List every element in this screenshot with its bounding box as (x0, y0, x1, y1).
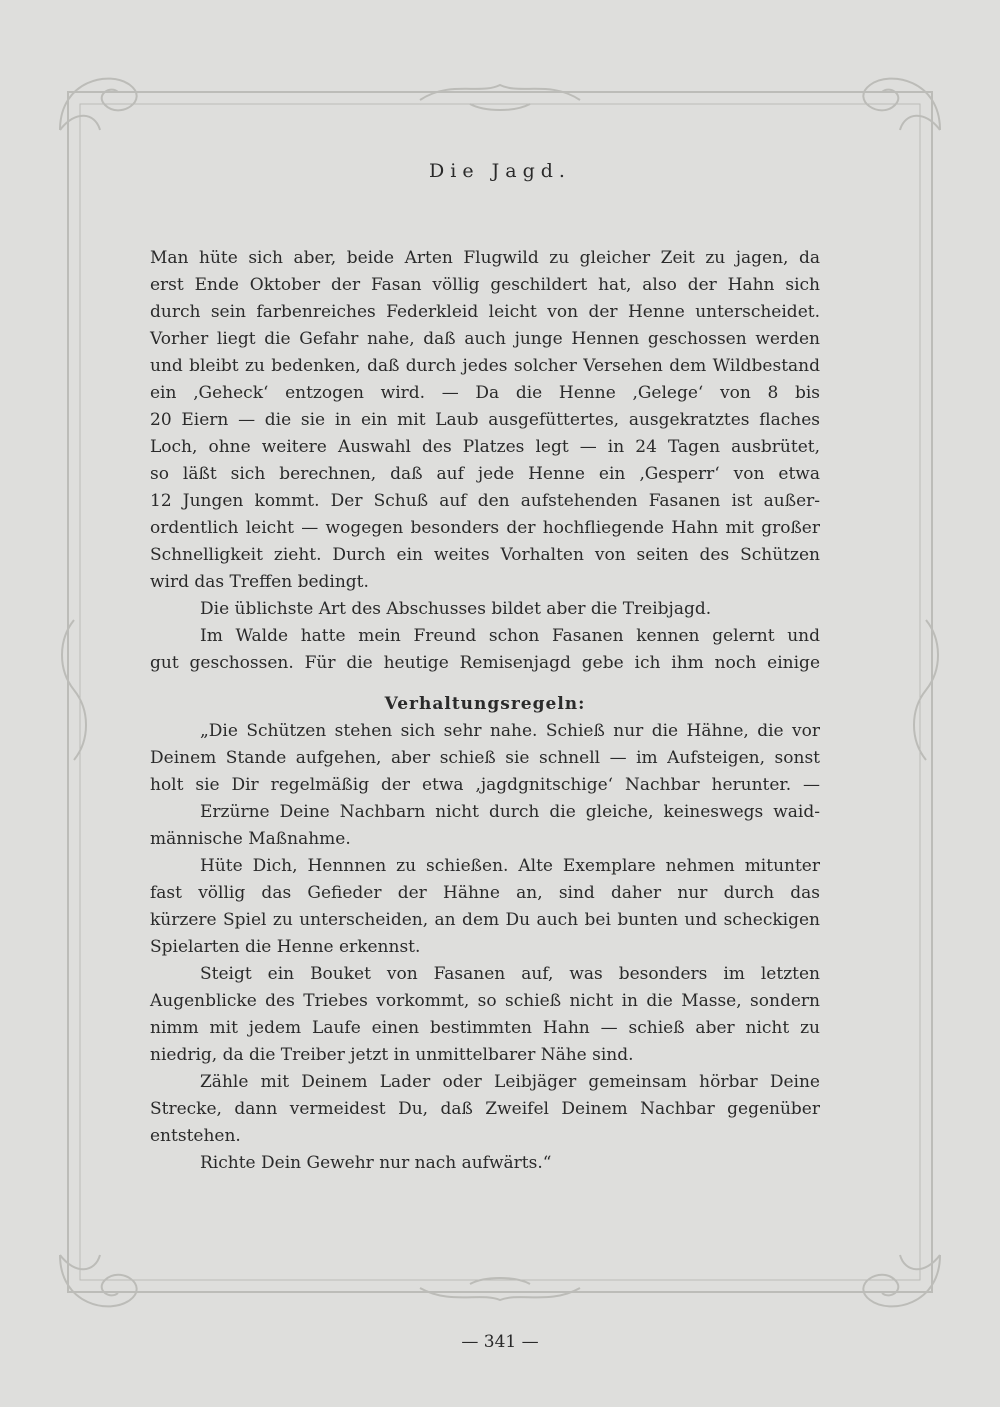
text-line: 20 Eiern — die sie in ein mit Laub ausgefüttertes, ausgekratztes flaches (150, 410, 820, 430)
corner-ornament-bottom-right (863, 1255, 940, 1306)
text-line: Richte Dein Gewehr nur nach aufwärts.“ (200, 1153, 552, 1173)
text-line: Erzürne Deine Nachbarn nicht durch die gleiche, keineswegs waid- (200, 802, 820, 822)
text-line: Schnelligkeit zieht. Durch ein weites Vorhalten von seiten des Schützen (150, 545, 820, 565)
body-text (150, 245, 820, 1177)
text-line: 12 Jungen kommt. Der Schuß auf den aufstehenden Fasanen ist außer- (150, 491, 820, 511)
top-center-ornament (420, 85, 580, 110)
bottom-center-ornament (420, 1278, 580, 1300)
section-heading: Verhaltungsregeln: (384, 694, 586, 714)
text-line: und bleibt zu bedenken, daß durch jedes solcher Versehen dem Wildbestand (150, 356, 820, 376)
text-line: nimm mit jedem Laufe einen bestimmten Hahn — schieß aber nicht zu (150, 1018, 820, 1038)
text-line: Spielarten die Henne erkennst. (150, 937, 421, 957)
text-line: holt sie Dir regelmäßig der etwa ‚jagdgnitschige‘ Nachbar herunter. — (150, 775, 820, 795)
text-line: Loch, ohne weitere Auswahl des Platzes legt — in 24 Tagen ausbrütet, (150, 437, 820, 457)
text-line: ein ‚Geheck‘ entzogen wird. — Da die Henne ‚Gelege‘ von 8 bis (150, 383, 820, 403)
page-number: — 341 — (461, 1332, 539, 1352)
text-line: Augenblicke des Triebes vorkommt, so schieß nicht in die Masse, sondern (150, 991, 820, 1011)
text-line: Im Walde hatte mein Freund schon Fasanen kennen gelernt und (200, 626, 820, 646)
text-line: gut geschossen. Für die heutige Remisenjagd gebe ich ihm noch einige (150, 653, 820, 673)
text-line: Strecke, dann vermeidest Du, daß Zweifel Deinem Nachbar gegenüber (150, 1099, 820, 1119)
text-line: entstehen. (150, 1126, 241, 1146)
text-line: ordentlich leicht — wogegen besonders der hochfliegende Hahn mit großer (150, 518, 820, 538)
text-line: durch sein farbenreiches Federkleid leicht von der Henne unterscheidet. (150, 302, 820, 322)
running-header: Die Jagd. (429, 160, 571, 182)
paragraph-gap (150, 677, 820, 691)
right-side-ornament (914, 620, 938, 760)
corner-ornament-bottom-left (60, 1255, 137, 1306)
text-line: Deinem Stande aufgehen, aber schieß sie schnell — im Aufsteigen, sonst (150, 748, 820, 768)
text-line: erst Ende Oktober der Fasan völlig geschildert hat, also der Hahn sich (150, 275, 820, 295)
text-line: wird das Treffen bedingt. (150, 572, 369, 592)
text-line: Man hüte sich aber, beide Arten Flugwild zu gleicher Zeit zu jagen, da (150, 248, 820, 268)
left-side-ornament (62, 620, 86, 760)
text-line: Hüte Dich, Hennnen zu schießen. Alte Exemplare nehmen mitunter (200, 856, 820, 876)
text-line: kürzere Spiel zu unterscheiden, an dem Du auch bei bunten und scheckigen (150, 910, 820, 930)
text-line: fast völlig das Gefieder der Hähne an, sind daher nur durch das (150, 883, 820, 903)
text-line: Vorher liegt die Gefahr nahe, daß auch junge Hennen geschossen werden (150, 329, 820, 349)
text-line: Zähle mit Deinem Lader oder Leibjäger gemeinsam hörbar Deine (200, 1072, 820, 1092)
text-line: Die üblichste Art des Abschusses bildet aber die Treibjagd. (200, 599, 712, 619)
text-line: so läßt sich berechnen, daß auf jede Henne ein ‚Gesperr‘ von etwa (150, 464, 820, 484)
text-line: niedrig, da die Treiber jetzt in unmittelbarer Nähe sind. (150, 1045, 634, 1065)
text-line: männische Maßnahme. (150, 829, 351, 849)
text-line: Steigt ein Bouket von Fasanen auf, was besonders im letzten (200, 964, 820, 984)
text-line: „Die Schützen stehen sich sehr nahe. Schieß nur die Hähne, die vor (200, 721, 820, 741)
